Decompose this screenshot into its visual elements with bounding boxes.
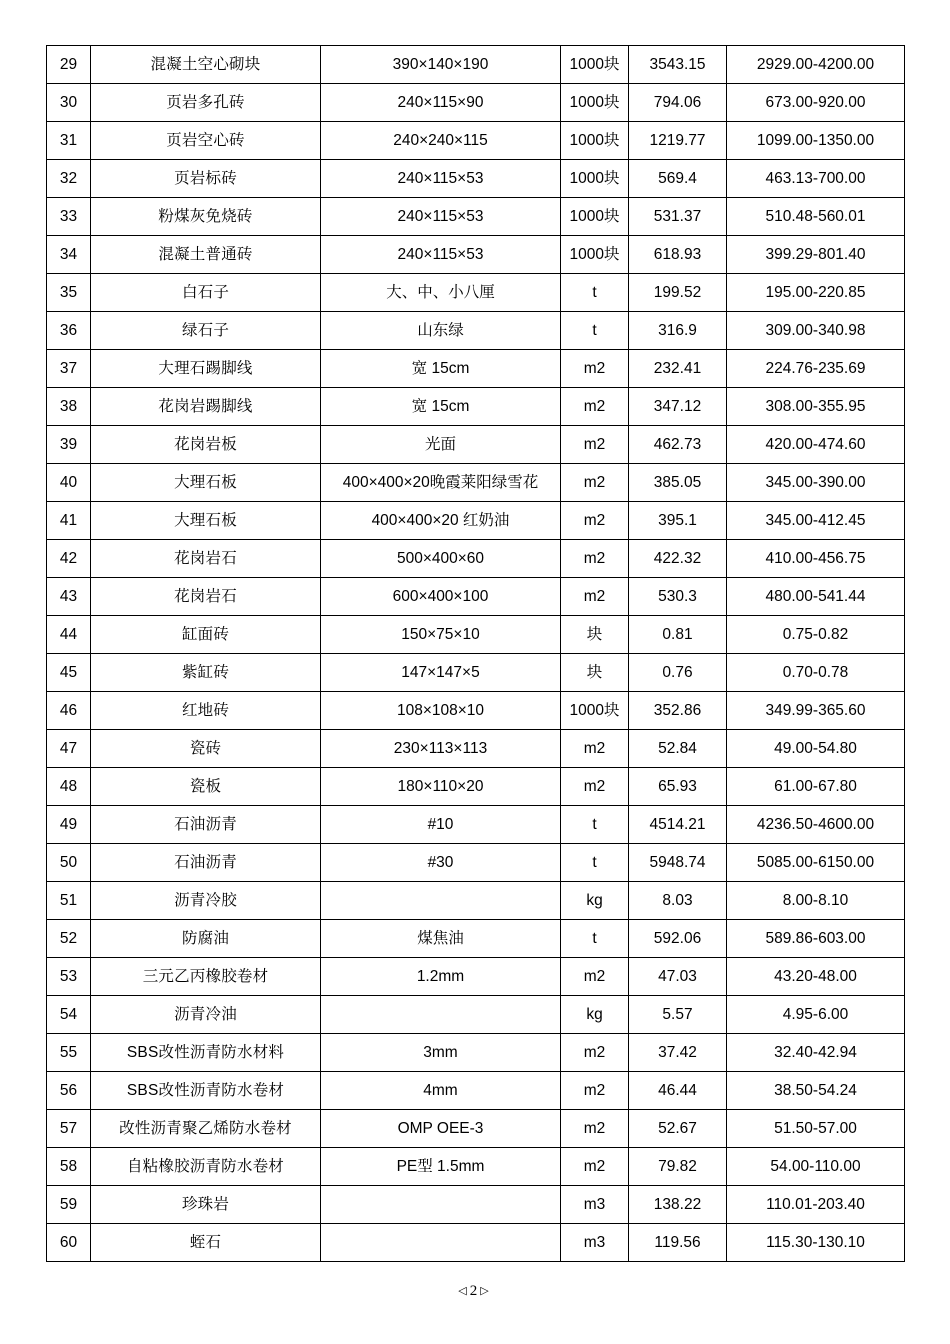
cell-unit: t (561, 312, 629, 350)
cell-serial-number: 39 (47, 426, 91, 464)
cell-price-range: 1099.00-1350.00 (727, 122, 905, 160)
cell-unit: 1000块 (561, 122, 629, 160)
material-price-table (46, 45, 905, 1262)
cell-price-range: 54.00-110.00 (727, 1148, 905, 1186)
cell-price: 618.93 (629, 236, 727, 274)
cell-specification: 3mm (321, 1034, 561, 1072)
cell-price-range: 5085.00-6150.00 (727, 844, 905, 882)
cell-price: 530.3 (629, 578, 727, 616)
cell-serial-number: 53 (47, 958, 91, 996)
cell-price: 52.84 (629, 730, 727, 768)
cell-unit: m2 (561, 350, 629, 388)
prev-page-arrow-icon[interactable]: ◁ (458, 1285, 470, 1297)
cell-material-name: 瓷砖 (91, 730, 321, 768)
table-row (47, 806, 905, 844)
table-row (47, 464, 905, 502)
cell-specification (321, 1224, 561, 1262)
cell-price-range: 345.00-412.45 (727, 502, 905, 540)
cell-material-name: 花岗岩踢脚线 (91, 388, 321, 426)
cell-price: 3543.15 (629, 46, 727, 84)
table-row (47, 616, 905, 654)
cell-price-range: 0.70-0.78 (727, 654, 905, 692)
cell-serial-number: 35 (47, 274, 91, 312)
cell-serial-number: 37 (47, 350, 91, 388)
cell-material-name: 页岩多孔砖 (91, 84, 321, 122)
cell-unit: m2 (561, 388, 629, 426)
cell-unit: m2 (561, 578, 629, 616)
cell-price-range: 463.13-700.00 (727, 160, 905, 198)
cell-serial-number: 51 (47, 882, 91, 920)
cell-serial-number: 50 (47, 844, 91, 882)
table-row (47, 1034, 905, 1072)
cell-price-range: 308.00-355.95 (727, 388, 905, 426)
cell-serial-number: 38 (47, 388, 91, 426)
cell-unit: m2 (561, 464, 629, 502)
cell-specification: 宽 15cm (321, 388, 561, 426)
cell-price-range: 49.00-54.80 (727, 730, 905, 768)
cell-material-name: 改性沥青聚乙烯防水卷材 (91, 1110, 321, 1148)
cell-specification: 240×115×53 (321, 198, 561, 236)
cell-price: 138.22 (629, 1186, 727, 1224)
cell-unit: kg (561, 996, 629, 1034)
cell-price: 569.4 (629, 160, 727, 198)
table-row (47, 844, 905, 882)
cell-price: 79.82 (629, 1148, 727, 1186)
cell-specification: 煤焦油 (321, 920, 561, 958)
cell-unit: 1000块 (561, 160, 629, 198)
cell-material-name: 石油沥青 (91, 806, 321, 844)
cell-unit: kg (561, 882, 629, 920)
table-row (47, 122, 905, 160)
table-row (47, 958, 905, 996)
cell-serial-number: 47 (47, 730, 91, 768)
cell-serial-number: 33 (47, 198, 91, 236)
cell-material-name: 混凝土空心砌块 (91, 46, 321, 84)
cell-price-range: 410.00-456.75 (727, 540, 905, 578)
cell-specification: 光面 (321, 426, 561, 464)
table-row (47, 274, 905, 312)
cell-price-range: 4.95-6.00 (727, 996, 905, 1034)
cell-specification: 150×75×10 (321, 616, 561, 654)
cell-material-name: 缸面砖 (91, 616, 321, 654)
table-row (47, 198, 905, 236)
cell-price-range: 61.00-67.80 (727, 768, 905, 806)
cell-serial-number: 41 (47, 502, 91, 540)
cell-serial-number: 58 (47, 1148, 91, 1186)
page-number: 2 (469, 1283, 481, 1299)
cell-price: 199.52 (629, 274, 727, 312)
cell-unit: 1000块 (561, 198, 629, 236)
cell-specification: 1.2mm (321, 958, 561, 996)
cell-price: 5948.74 (629, 844, 727, 882)
cell-material-name: 大理石板 (91, 464, 321, 502)
cell-serial-number: 44 (47, 616, 91, 654)
table-row (47, 578, 905, 616)
cell-unit: m2 (561, 768, 629, 806)
table-row (47, 312, 905, 350)
cell-specification: 500×400×60 (321, 540, 561, 578)
cell-specification: PE型 1.5mm (321, 1148, 561, 1186)
cell-price-range: 115.30-130.10 (727, 1224, 905, 1262)
cell-specification: 108×108×10 (321, 692, 561, 730)
cell-serial-number: 32 (47, 160, 91, 198)
cell-material-name: 石油沥青 (91, 844, 321, 882)
cell-unit: m2 (561, 958, 629, 996)
cell-specification (321, 996, 561, 1034)
cell-price: 0.81 (629, 616, 727, 654)
cell-material-name: 页岩空心砖 (91, 122, 321, 160)
cell-material-name: SBS改性沥青防水材料 (91, 1034, 321, 1072)
cell-price-range: 420.00-474.60 (727, 426, 905, 464)
cell-price-range: 51.50-57.00 (727, 1110, 905, 1148)
cell-price: 794.06 (629, 84, 727, 122)
cell-price: 395.1 (629, 502, 727, 540)
table-row (47, 882, 905, 920)
cell-serial-number: 45 (47, 654, 91, 692)
cell-price: 352.86 (629, 692, 727, 730)
table-row (47, 426, 905, 464)
cell-material-name: 红地砖 (91, 692, 321, 730)
cell-serial-number: 48 (47, 768, 91, 806)
table-row (47, 654, 905, 692)
table-row (47, 1110, 905, 1148)
cell-specification: 180×110×20 (321, 768, 561, 806)
cell-serial-number: 34 (47, 236, 91, 274)
cell-unit: t (561, 920, 629, 958)
cell-specification: 230×113×113 (321, 730, 561, 768)
table-row (47, 1072, 905, 1110)
cell-price: 119.56 (629, 1224, 727, 1262)
cell-unit: m2 (561, 502, 629, 540)
cell-unit: m2 (561, 1034, 629, 1072)
cell-unit: m2 (561, 1148, 629, 1186)
table-body (47, 46, 905, 1262)
table-row (47, 692, 905, 730)
table-row (47, 1148, 905, 1186)
cell-price-range: 480.00-541.44 (727, 578, 905, 616)
cell-specification: 400×400×20晚霞莱阳绿雪花 (321, 464, 561, 502)
cell-price-range: 309.00-340.98 (727, 312, 905, 350)
cell-serial-number: 54 (47, 996, 91, 1034)
cell-unit: m2 (561, 426, 629, 464)
cell-serial-number: 43 (47, 578, 91, 616)
cell-price: 8.03 (629, 882, 727, 920)
cell-unit: m3 (561, 1186, 629, 1224)
table-row (47, 502, 905, 540)
cell-material-name: 紫缸砖 (91, 654, 321, 692)
cell-price-range: 345.00-390.00 (727, 464, 905, 502)
cell-specification: 240×115×53 (321, 160, 561, 198)
cell-specification: 147×147×5 (321, 654, 561, 692)
cell-serial-number: 42 (47, 540, 91, 578)
cell-price-range: 349.99-365.60 (727, 692, 905, 730)
cell-price: 65.93 (629, 768, 727, 806)
cell-material-name: 花岗岩石 (91, 578, 321, 616)
table-row (47, 350, 905, 388)
cell-price: 422.32 (629, 540, 727, 578)
cell-price-range: 8.00-8.10 (727, 882, 905, 920)
table-row (47, 1186, 905, 1224)
price-table-container (46, 45, 904, 1262)
cell-price: 347.12 (629, 388, 727, 426)
cell-specification: 240×240×115 (321, 122, 561, 160)
table-row (47, 160, 905, 198)
cell-serial-number: 36 (47, 312, 91, 350)
cell-price-range: 589.86-603.00 (727, 920, 905, 958)
cell-serial-number: 60 (47, 1224, 91, 1262)
cell-price-range: 195.00-220.85 (727, 274, 905, 312)
cell-price: 4514.21 (629, 806, 727, 844)
cell-serial-number: 55 (47, 1034, 91, 1072)
cell-specification: OMP OEE-3 (321, 1110, 561, 1148)
cell-material-name: 花岗岩石 (91, 540, 321, 578)
cell-material-name: 绿石子 (91, 312, 321, 350)
cell-specification: 400×400×20 红奶油 (321, 502, 561, 540)
table-row (47, 388, 905, 426)
cell-material-name: 混凝土普通砖 (91, 236, 321, 274)
cell-unit: t (561, 274, 629, 312)
cell-material-name: 粉煤灰免烧砖 (91, 198, 321, 236)
cell-price-range: 224.76-235.69 (727, 350, 905, 388)
cell-material-name: 蛭石 (91, 1224, 321, 1262)
cell-price: 5.57 (629, 996, 727, 1034)
cell-price: 592.06 (629, 920, 727, 958)
cell-specification: 宽 15cm (321, 350, 561, 388)
table-row (47, 996, 905, 1034)
table-row (47, 84, 905, 122)
cell-serial-number: 46 (47, 692, 91, 730)
cell-serial-number: 59 (47, 1186, 91, 1224)
cell-price: 47.03 (629, 958, 727, 996)
cell-price-range: 0.75-0.82 (727, 616, 905, 654)
cell-price-range: 510.48-560.01 (727, 198, 905, 236)
cell-specification: #30 (321, 844, 561, 882)
cell-price: 232.41 (629, 350, 727, 388)
cell-specification: 山东绿 (321, 312, 561, 350)
cell-unit: m2 (561, 540, 629, 578)
cell-price: 46.44 (629, 1072, 727, 1110)
cell-price-range: 110.01-203.40 (727, 1186, 905, 1224)
cell-serial-number: 29 (47, 46, 91, 84)
cell-material-name: 三元乙丙橡胶卷材 (91, 958, 321, 996)
cell-material-name: 自粘橡胶沥青防水卷材 (91, 1148, 321, 1186)
cell-material-name: 花岗岩板 (91, 426, 321, 464)
cell-specification (321, 1186, 561, 1224)
cell-serial-number: 49 (47, 806, 91, 844)
table-row (47, 730, 905, 768)
cell-specification: 大、中、小八厘 (321, 274, 561, 312)
cell-price: 1219.77 (629, 122, 727, 160)
cell-price: 385.05 (629, 464, 727, 502)
cell-material-name: 页岩标砖 (91, 160, 321, 198)
cell-specification: 390×140×190 (321, 46, 561, 84)
page-footer (0, 1283, 950, 1300)
cell-unit: t (561, 844, 629, 882)
cell-unit: 1000块 (561, 692, 629, 730)
cell-material-name: 大理石踢脚线 (91, 350, 321, 388)
cell-price-range: 32.40-42.94 (727, 1034, 905, 1072)
cell-price-range: 399.29-801.40 (727, 236, 905, 274)
cell-serial-number: 52 (47, 920, 91, 958)
cell-material-name: 防腐油 (91, 920, 321, 958)
cell-material-name: SBS改性沥青防水卷材 (91, 1072, 321, 1110)
cell-price: 37.42 (629, 1034, 727, 1072)
cell-serial-number: 30 (47, 84, 91, 122)
cell-price: 0.76 (629, 654, 727, 692)
table-row (47, 920, 905, 958)
cell-price: 462.73 (629, 426, 727, 464)
cell-serial-number: 40 (47, 464, 91, 502)
table-row (47, 768, 905, 806)
table-row (47, 46, 905, 84)
cell-specification (321, 882, 561, 920)
cell-material-name: 沥青冷油 (91, 996, 321, 1034)
cell-serial-number: 57 (47, 1110, 91, 1148)
table-row (47, 236, 905, 274)
cell-specification: 4mm (321, 1072, 561, 1110)
cell-material-name: 白石子 (91, 274, 321, 312)
cell-unit: 1000块 (561, 46, 629, 84)
cell-price: 531.37 (629, 198, 727, 236)
cell-price-range: 673.00-920.00 (727, 84, 905, 122)
next-page-arrow-icon[interactable]: ▷ (480, 1285, 492, 1297)
cell-price-range: 38.50-54.24 (727, 1072, 905, 1110)
cell-unit: m2 (561, 1072, 629, 1110)
cell-serial-number: 31 (47, 122, 91, 160)
cell-specification: #10 (321, 806, 561, 844)
cell-unit: 块 (561, 616, 629, 654)
cell-specification: 240×115×53 (321, 236, 561, 274)
cell-material-name: 珍珠岩 (91, 1186, 321, 1224)
table-row (47, 1224, 905, 1262)
cell-unit: m3 (561, 1224, 629, 1262)
cell-price: 52.67 (629, 1110, 727, 1148)
cell-specification: 240×115×90 (321, 84, 561, 122)
cell-unit: 块 (561, 654, 629, 692)
cell-specification: 600×400×100 (321, 578, 561, 616)
cell-material-name: 瓷板 (91, 768, 321, 806)
table-row (47, 540, 905, 578)
cell-unit: m2 (561, 730, 629, 768)
cell-unit: m2 (561, 1110, 629, 1148)
cell-price: 316.9 (629, 312, 727, 350)
cell-unit: 1000块 (561, 236, 629, 274)
cell-unit: 1000块 (561, 84, 629, 122)
cell-material-name: 大理石板 (91, 502, 321, 540)
cell-unit: t (561, 806, 629, 844)
cell-serial-number: 56 (47, 1072, 91, 1110)
cell-material-name: 沥青冷胶 (91, 882, 321, 920)
cell-price-range: 43.20-48.00 (727, 958, 905, 996)
cell-price-range: 4236.50-4600.00 (727, 806, 905, 844)
cell-price-range: 2929.00-4200.00 (727, 46, 905, 84)
